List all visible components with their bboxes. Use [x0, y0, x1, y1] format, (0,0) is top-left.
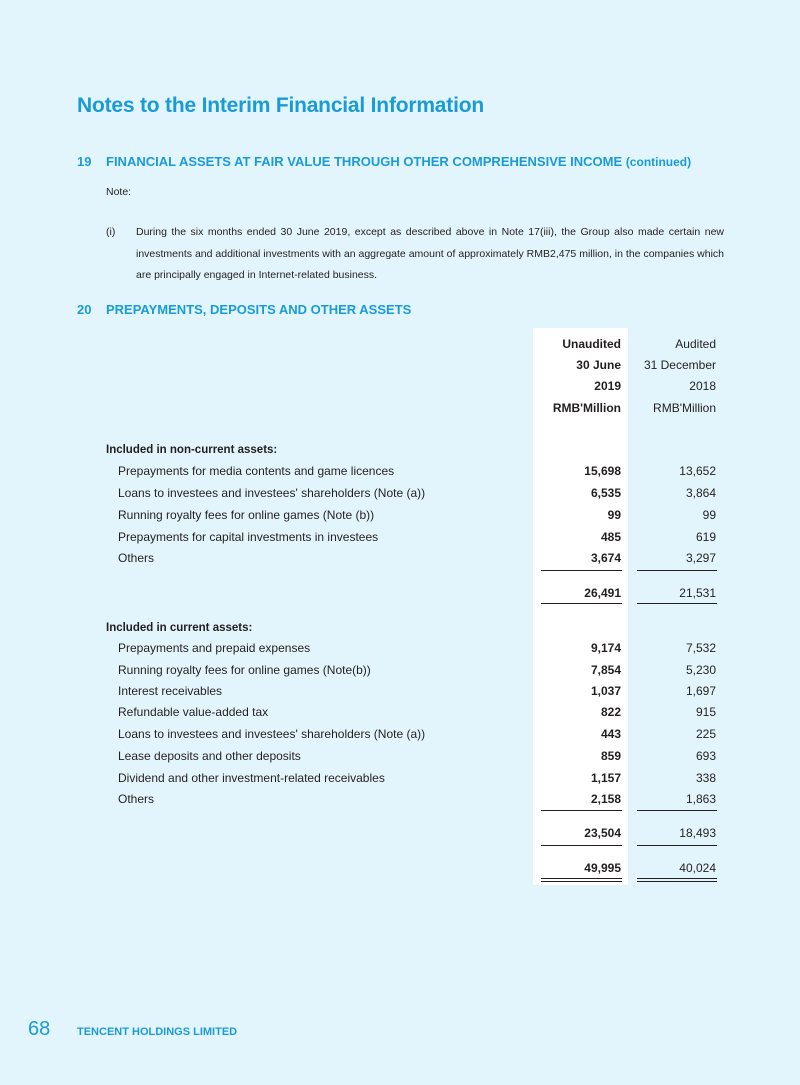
value-2018: 915 — [695, 705, 716, 719]
value-2018: 338 — [695, 771, 716, 785]
company-name: TENCENT HOLDINGS LIMITED — [77, 1026, 238, 1038]
header-unaudited: Unaudited — [562, 337, 621, 351]
section-20-number: 20 — [77, 302, 92, 317]
note-label: Note: — [106, 186, 132, 198]
header-audited: Audited — [675, 337, 716, 351]
row-label: Dividend and other investment-related receivables — [118, 771, 385, 785]
value-2019: 6,535 — [590, 486, 621, 500]
total-rule — [637, 845, 717, 846]
grand-total-2018: 40,024 — [679, 861, 716, 875]
value-2019: 822 — [600, 705, 621, 719]
section-20-heading — [77, 302, 411, 317]
section-19-number: 19 — [77, 154, 92, 169]
value-2018: 1,863 — [685, 792, 716, 806]
table-row — [0, 680, 800, 702]
value-2018: 693 — [695, 749, 716, 763]
value-2019: 3,674 — [590, 551, 621, 565]
row-label: Refundable value-added tax — [118, 705, 269, 719]
value-2019: 2,158 — [590, 792, 621, 806]
total-2019: 26,491 — [584, 586, 621, 600]
total-2018: 21,531 — [679, 586, 716, 600]
header-2018: 2018 — [689, 379, 716, 393]
row-label: Others — [118, 551, 155, 565]
row-label: Running royalty fees for online games (Note(b)) — [118, 663, 371, 677]
value-2018: 3,864 — [685, 486, 716, 500]
non-current-heading: Included in non-current assets: — [106, 444, 278, 456]
value-2018: 13,652 — [679, 464, 716, 478]
grand-total-double-rule — [541, 878, 622, 879]
row-label: Prepayments and prepaid expenses — [118, 641, 311, 655]
header-30-june: 30 June — [576, 358, 621, 372]
table-row — [0, 788, 800, 810]
total-rule — [541, 845, 622, 846]
total-2018: 18,493 — [679, 826, 716, 840]
row-label: Prepayments for capital investments in investees — [118, 530, 379, 544]
header-rmb-million-2019: RMB'Million — [552, 401, 621, 415]
header-2019: 2019 — [594, 379, 621, 393]
grand-total-double-rule — [541, 881, 622, 882]
table-row — [0, 701, 800, 723]
table-row — [0, 723, 800, 745]
value-2019: 1,037 — [590, 684, 621, 698]
note-text: During the six months ended 30 June 2019, except as described above in Note 17(iii), the Group also made certain new investments and additional investments with an aggregate amount of approximately RMB2,475 million, in the companies which are principally engaged in Internet-related business. — [136, 226, 724, 281]
section-19-continued: (continued) — [625, 155, 692, 169]
value-2018: 619 — [695, 530, 716, 544]
value-2019: 485 — [600, 530, 621, 544]
row-label: Loans to investees and investees' shareholders (Note (a)) — [118, 727, 426, 741]
table-row — [0, 659, 800, 681]
total-2019: 23,504 — [584, 826, 621, 840]
table-row — [0, 547, 800, 569]
note-marker: (i) — [106, 226, 116, 238]
header-31-december: 31 December — [643, 358, 716, 372]
grand-total-2019: 49,995 — [584, 861, 621, 875]
table-row — [0, 637, 800, 659]
row-label: Prepayments for media contents and game licences — [118, 464, 395, 478]
subtotal-rule — [541, 810, 622, 811]
value-2019: 1,157 — [590, 771, 621, 785]
page-number: 68 — [28, 1018, 51, 1040]
non-current-total-row — [0, 582, 800, 604]
table-row — [0, 482, 800, 504]
table-row — [0, 767, 800, 789]
value-2018: 7,532 — [685, 641, 716, 655]
row-label: Running royalty fees for online games (Note (b)) — [118, 508, 375, 522]
table-row — [0, 526, 800, 548]
row-label: Others — [118, 792, 155, 806]
row-label: Lease deposits and other deposits — [118, 749, 301, 763]
value-2018: 1,697 — [685, 684, 716, 698]
header-rmb-million-2018: RMB'Million — [653, 401, 716, 415]
page-title: Notes to the Interim Financial Information — [77, 94, 484, 117]
row-label: Loans to investees and investees' shareholders (Note (a)) — [118, 486, 426, 500]
grand-total-row — [0, 857, 800, 879]
value-2018: 225 — [695, 727, 716, 741]
total-rule — [541, 603, 622, 604]
subtotal-rule — [541, 570, 622, 571]
note-item — [106, 222, 724, 287]
row-label: Interest receivables — [118, 684, 223, 698]
value-2018: 99 — [702, 508, 716, 522]
table-row — [0, 460, 800, 482]
subtotal-rule — [637, 570, 717, 571]
section-19-heading — [77, 154, 691, 169]
grand-total-double-rule — [637, 878, 717, 879]
current-heading: Included in current assets: — [106, 622, 253, 634]
value-2019: 859 — [600, 749, 621, 763]
subtotal-rule — [637, 810, 717, 811]
value-2019: 15,698 — [584, 464, 621, 478]
section-20-title: PREPAYMENTS, DEPOSITS AND OTHER ASSETS — [106, 302, 412, 317]
total-rule — [637, 603, 717, 604]
value-2019: 99 — [607, 508, 621, 522]
table-row — [0, 504, 800, 526]
value-2019: 7,854 — [590, 663, 621, 677]
value-2018: 3,297 — [685, 551, 716, 565]
grand-total-double-rule — [637, 881, 717, 882]
value-2018: 5,230 — [685, 663, 716, 677]
value-2019: 9,174 — [590, 641, 621, 655]
value-2019: 443 — [600, 727, 621, 741]
current-total-row — [0, 822, 800, 844]
table-row — [0, 745, 800, 767]
section-19-title: FINANCIAL ASSETS AT FAIR VALUE THROUGH OTHER COMPREHENSIVE INCOME — [106, 154, 623, 169]
